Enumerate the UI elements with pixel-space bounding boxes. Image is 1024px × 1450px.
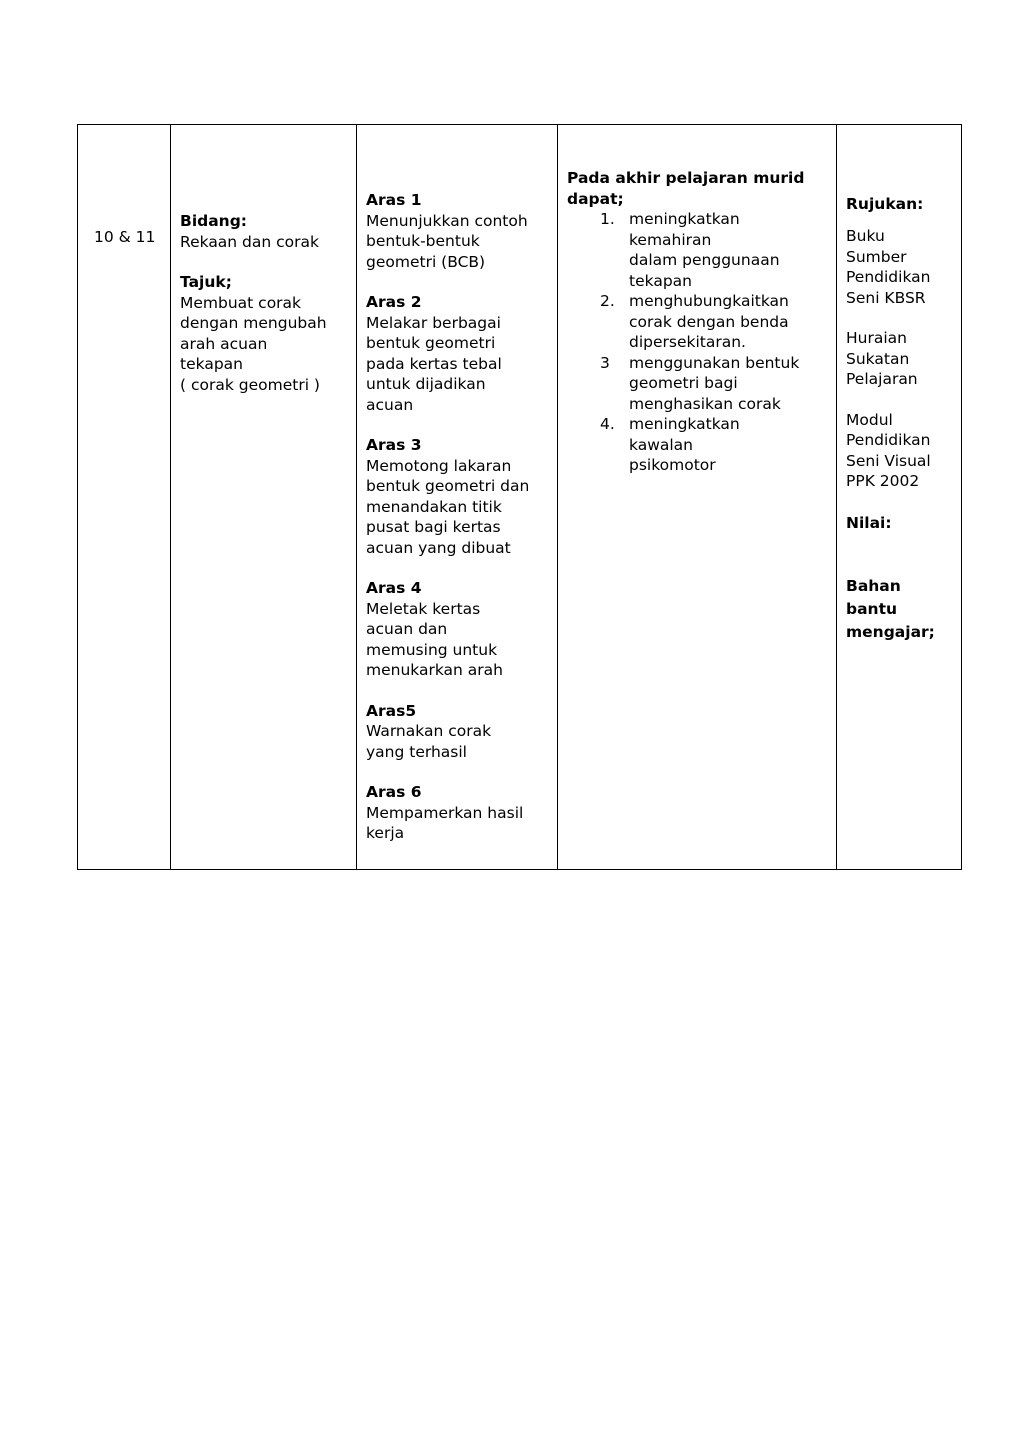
objectives-cell [558,125,837,870]
rujukan-heading: Rujukan: [846,195,924,213]
objective-line: meningkatkan [629,210,740,228]
aras-line: geometri (BCB) [366,252,486,271]
objective-line: dipersekitaran. [629,333,746,351]
item-number: 4. [600,415,615,433]
aras-line: acuan yang dibuat [366,538,511,557]
aras-line: menandakan titik [366,497,502,516]
week-number: 10 & 11 [94,228,156,246]
aras-line: Menunjukkan contoh [366,211,528,230]
bidang-value: Rekaan dan corak [180,232,320,251]
tajuk-line: ( corak geometri ) [180,375,320,394]
objective-line: psikomotor [629,456,716,474]
aras-cell [357,125,558,870]
objective-line: dalam penggunaan [629,251,780,269]
tajuk-line: Membuat corak [180,293,302,312]
tajuk-line: tekapan [180,355,243,373]
reference-line: Pendidikan [846,268,931,286]
aras-line: kerja [366,824,405,842]
bidang-cell [171,125,357,870]
aras-line: acuan [366,395,414,414]
aras-line: acuan dan [366,620,448,638]
objective-line: kemahiran [629,230,712,249]
reference-line: Seni Visual [846,451,931,470]
list-item [567,414,830,476]
reference-line: Buku [846,227,885,245]
aras-line: Memotong lakaran [366,456,512,475]
bahan-line: mengajar; [846,622,935,641]
bahan-line: bantu [846,599,898,618]
reference-line: Pelajaran [846,370,918,388]
aras-line: pada kertas tebal [366,354,502,373]
table-row [78,125,962,870]
aras-line: bentuk geometri [366,334,496,352]
aras-title: Aras 2 [366,293,422,311]
list-item [567,353,830,415]
reference-line: Seni KBSR [846,288,926,307]
bidang-heading: Bidang: [180,212,248,230]
aras-line: untuk dijadikan [366,375,486,393]
aras-title: Aras 1 [366,191,422,209]
list-item [567,291,830,353]
rujukan-cell [837,125,962,870]
objective-line: corak dengan benda [629,312,789,331]
reference-line: Modul [846,410,893,429]
aras-title: Aras 6 [366,783,422,801]
tajuk-line: arah acuan [180,334,268,353]
objectives-list [567,209,830,476]
objective-line: menghubungkaitkan [629,292,789,310]
bahan-line: Bahan [846,576,901,595]
aras-title: Aras5 [366,701,417,720]
aras-line: yang terhasil [366,742,467,761]
aras-title: Aras 4 [366,579,422,597]
reference-line: Pendidikan [846,431,931,449]
item-number: 1. [600,210,615,228]
objective-line: menggunakan bentuk [629,353,800,372]
lesson-plan-table [77,124,962,870]
aras-line: Mempamerkan hasil [366,803,524,822]
aras-line: pusat bagi kertas [366,518,501,536]
objective-line: geometri bagi [629,374,738,392]
list-item [567,209,830,291]
aras-line: Melakar berbagai [366,313,501,332]
objective-line: kawalan [629,435,694,454]
aras-line: bentuk geometri dan [366,477,530,495]
aras-line: bentuk-bentuk [366,232,480,250]
objective-line: meningkatkan [629,415,740,433]
aras-line: Meletak kertas [366,599,481,618]
objectives-heading: dapat; [567,189,624,208]
week-cell [78,125,171,870]
objective-line: menghasikan corak [629,394,781,413]
reference-line: Sumber [846,247,907,266]
item-number: 3 [600,353,610,372]
item-number: 2. [600,292,615,310]
reference-line: PPK 2002 [846,472,920,490]
objective-line: tekapan [629,271,692,290]
reference-line: Sukatan [846,349,910,368]
objectives-heading: Pada akhir pelajaran murid [567,169,805,187]
reference-line: Huraian [846,329,907,347]
aras-title: Aras 3 [366,436,422,454]
aras-line: menukarkan arah [366,661,504,679]
tajuk-heading: Tajuk; [180,273,232,291]
tajuk-line: dengan mengubah [180,314,327,332]
nilai-heading: Nilai: [846,513,892,532]
aras-line: memusing untuk [366,640,498,659]
aras-line: Warnakan corak [366,722,492,740]
